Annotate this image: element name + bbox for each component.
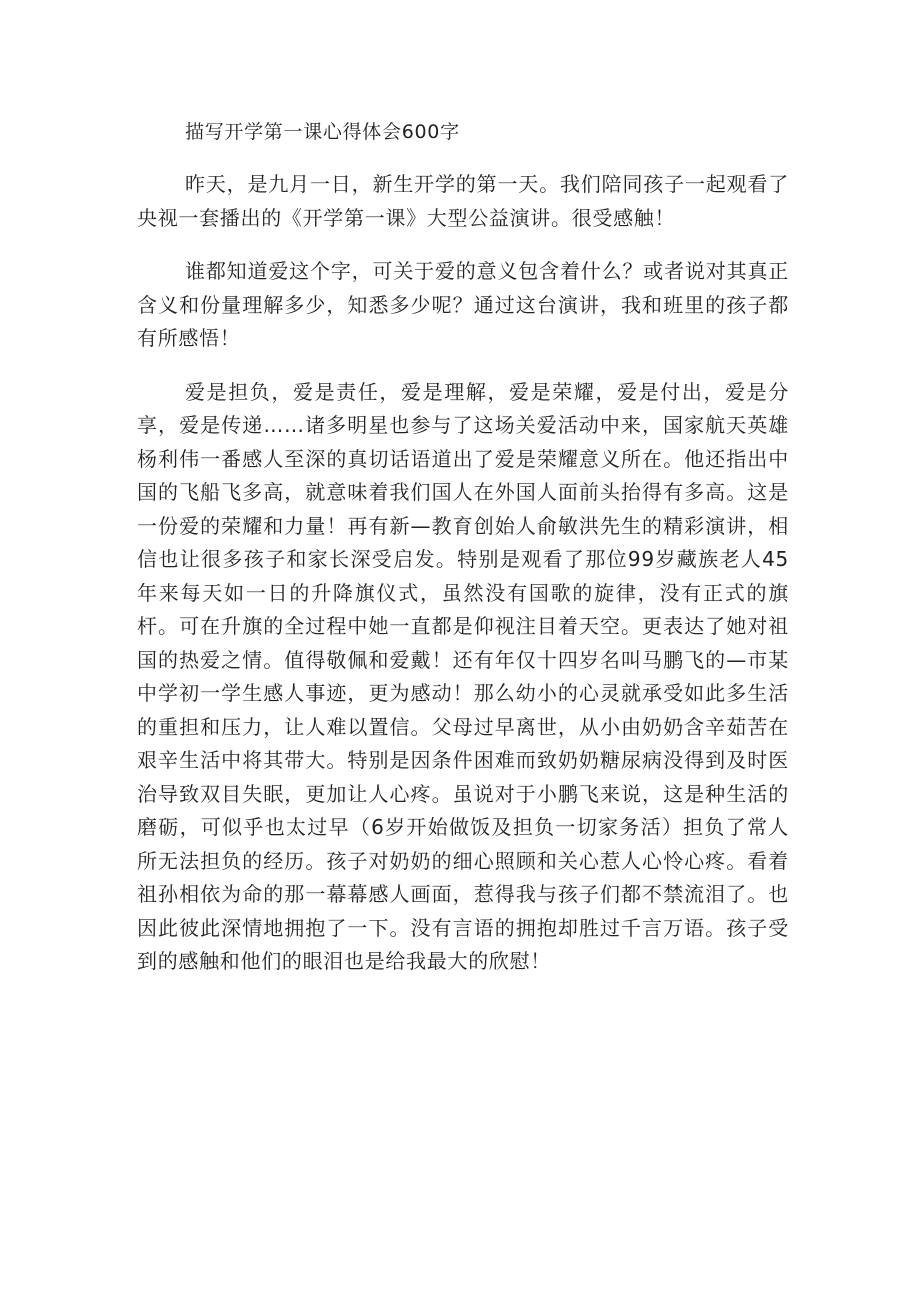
document-title: 描写开学第一课心得体会600字 bbox=[185, 121, 460, 143]
paragraph-1: 昨天，是九月一日，新生开学的第一天。我们陪同孩子一起观看了央视一套播出的《开学第一课》大型公益演讲。很受感触！ bbox=[137, 172, 789, 230]
document-page bbox=[137, 114, 789, 999]
paragraph-3: 爱是担负，爱是责任，爱是理解，爱是荣耀，爱是付出，爱是分享，爱是传递……诸多明星也参与了这场关爱活动中来，国家航天英雄杨利伟一番感人至深的真切话语道出了爱是荣耀意义所在。他还指出中国的飞船飞多高，就意味着我们国人在外国人面前头抬得有多高。这是一份爱的荣耀和力量！再有新—教育创始人俞敏洪先生的精彩演讲，相信也让很多孩子和家长深受启发。特别是观看了那位99岁藏族老人45年来每天如一日的升降旗仪式，虽然没有国歌的旋律，没有正式的旗杆。可在升旗的全过程中她一直都是仰视注目着天空。更表达了她对祖国的热爱之情。值得敬佩和爱戴！还有年仅十四岁名叫马鹏飞的—市某中学初一学生感人事迹，更为感动！那么幼小的心灵就承受如此多生活的重担和压力，让人难以置信。父母过早离世，从小由奶奶含辛茹苦在艰辛生活中将其带大。特别是因条件困难而致奶奶糖尿病没得到及时医治导致双目失眠，更加让人心疼。虽说对于小鹏飞来说，这是种生活的磨砺，可似乎也太过早（6岁开始做饭及担负一切家务活）担负了常人所无法担负的经历。孩子对奶奶的细心照顾和关心惹人心怜心疼。看着祖孙相依为命的那一幕幕感人画面，惹得我与孩子们都不禁流泪了。也因此彼此深情地拥抱了一下。没有言语的拥抱却胜过千言万语。孩子受到的感触和他们的眼泪也是给我最大的欣慰！ bbox=[137, 379, 789, 973]
paragraph-2: 谁都知道爱这个字，可关于爱的意义包含着什么？或者说对其真正含义和份量理解多少，知悉多少呢？通过这台演讲，我和班里的孩子都有所感悟！ bbox=[137, 259, 789, 350]
